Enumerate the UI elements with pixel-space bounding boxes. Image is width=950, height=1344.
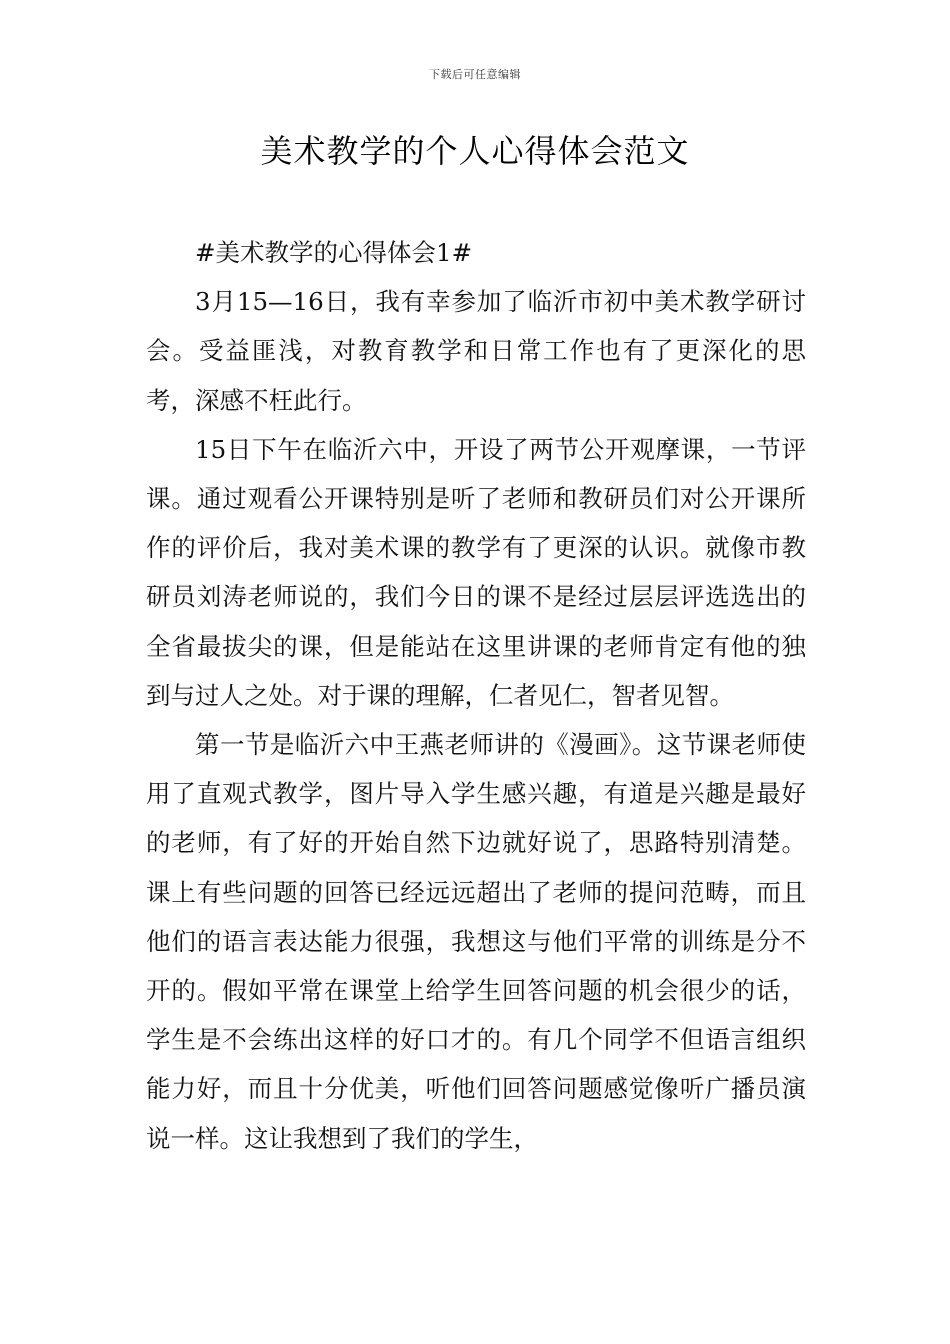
document-title: 美术教学的个人心得体会范文 — [260, 132, 690, 170]
section-heading: #美术教学的心得体会1# — [195, 238, 473, 267]
header-note: 下载后可任意编辑 — [429, 68, 521, 81]
paragraph: 15日下午在临沂六中，开设了两节公开观摩课，一节评课。通过观看公开课特别是听了老师和教研员们对公开课所作的评价后，我对美术课的教学有了更深的认识。就像市教研员刘涛老师说的，我们今日的课不是经过层层评选选出的全省最拔尖的课，但是能站在这里讲课的老师肯定有他的独到与过人之处。对于课的理解，仁者见仁，智者见智。 — [146, 434, 806, 710]
paragraph: 3月15—16日，我有幸参加了临沂市初中美术教学研讨会。受益匪浅，对教育教学和日常工作也有了更深化的思考，深感不枉此行。 — [146, 287, 806, 415]
paragraph: 第一节是临沂六中王燕老师讲的《漫画》。这节课老师使用了直观式教学，图片导入学生感兴趣，有道是兴趣是最好的老师，有了好的开始自然下边就好说了，思路特别清楚。课上有些问题的回答已经远远超出了老师的提问范畴，而且他们的语言表达能力很强，我想这与他们平常的训练是分不开的。假如平常在课堂上给学生回答问题的机会很少的话，学生是不会练出这样的好口才的。有几个同学不但语言组织能力好，而且十分优美，听他们回答问题感觉像听广播员演说一样。这让我想到了我们的学生， — [146, 730, 806, 1153]
document-body — [146, 228, 806, 1163]
